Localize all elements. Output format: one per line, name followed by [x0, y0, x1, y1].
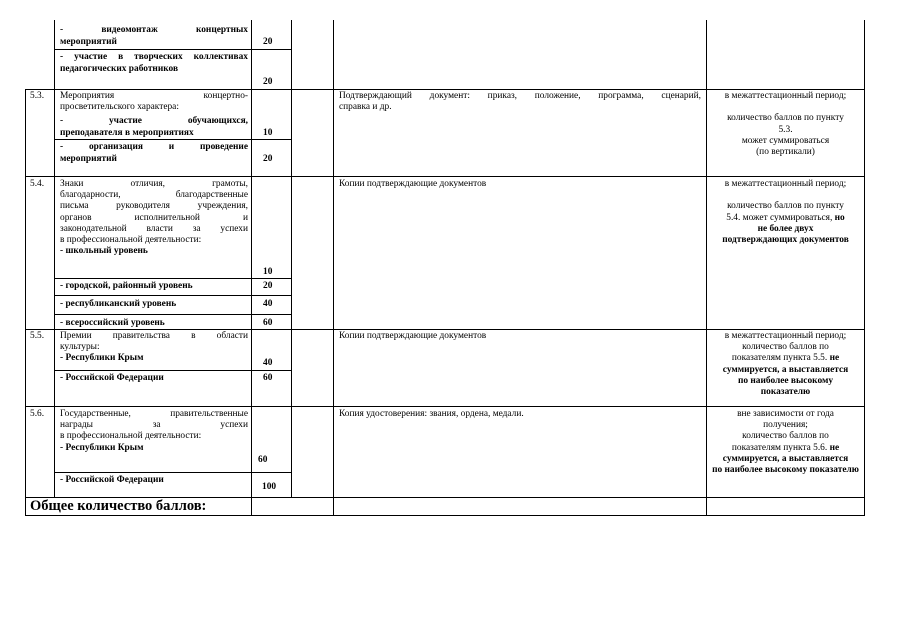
subrow-rule	[54, 49, 291, 50]
criterion-title: Мероприятия концертно- просветительского характера:	[60, 91, 248, 113]
col-rule	[864, 20, 865, 516]
points-value: 10	[263, 128, 273, 138]
col-rule	[706, 20, 707, 516]
scoring-note: в межаттестационный период; количество баллов по пункту 5.3. может суммироваться (по вертикали)	[724, 91, 847, 158]
points-value: 20	[263, 37, 273, 47]
criterion-text: - Российской Федерации	[60, 373, 164, 383]
confirmation-text: Копия удостоверения: звания, ордена, медали.	[339, 409, 524, 419]
criterion-title: Знаки отличия, грамоты, благодарности, благодарственные письма руководителя учреждения, органов исполнительной и законодательной власти за успехи в профессиональной деятельности: - школьный уровень	[60, 179, 248, 257]
points-value: 40	[263, 299, 273, 309]
points-value: 20	[263, 281, 273, 291]
points-value: 60	[258, 455, 268, 465]
criterion-text: - видеомонтаж концертных	[60, 25, 248, 35]
points-value: 10	[263, 267, 273, 277]
criterion-text: - Российской Федерации	[60, 475, 164, 485]
criterion-text: - республиканский уровень	[60, 299, 177, 309]
points-value: 40	[263, 358, 273, 368]
criterion-text: - участие обучающихся,	[60, 116, 248, 126]
points-value: 20	[263, 154, 273, 164]
row-rule	[25, 89, 865, 90]
criterion-title: Государственные, правительственные награды за успехи в профессиональной деятельности: - Республики Крым	[60, 409, 248, 453]
criterion-title: Премии правительства в области культуры: - Республики Крым	[60, 331, 248, 364]
subrow-rule	[54, 295, 291, 296]
col-rule	[333, 20, 334, 516]
col-rule	[25, 89, 26, 516]
points-value: 60	[263, 373, 273, 383]
criterion-text: мероприятий	[60, 37, 117, 47]
criterion-text: - организация и проведение	[60, 142, 248, 152]
confirmation-text: Копии подтверждающие документов	[339, 331, 487, 341]
row-rule	[25, 515, 865, 516]
subrow-rule	[54, 472, 291, 473]
confirmation-text: Подтверждающий документ: приказ, положение, программа, сценарий, справка и др.	[339, 91, 701, 113]
col-rule	[251, 20, 252, 516]
subrow-rule	[54, 370, 291, 371]
confirmation-text: Копии подтверждающие документов	[339, 179, 487, 189]
row-rule	[25, 406, 865, 407]
points-value: 100	[262, 482, 277, 492]
criterion-text: - городской, районный уровень	[60, 281, 193, 291]
row-rule	[25, 176, 865, 177]
section-number: 5.3.	[30, 91, 45, 101]
subrow-rule	[54, 278, 291, 279]
points-value: 60	[263, 318, 273, 328]
scoring-note: в межаттестационный период; количество баллов по пункту 5.4. может суммироваться, но не более двух подтверждающих документов	[722, 179, 849, 246]
criterion-text: мероприятий	[60, 154, 117, 164]
subrow-rule	[54, 314, 291, 315]
points-value: 20	[263, 77, 273, 87]
col-rule	[291, 20, 292, 497]
total-label: Общее количество баллов:	[30, 498, 207, 514]
scoring-note: вне зависимости от года получения; количество баллов по показателям пункта 5.6. не суммируется, а выставляется по наиболее высокому показателю	[712, 409, 859, 476]
col-rule	[54, 20, 55, 497]
scoring-note: в межаттестационный период; количество баллов по показателям пункта 5.5. не суммируется, а выставляется по наиболее высокому показателю	[722, 331, 849, 398]
section-number: 5.6.	[30, 409, 45, 419]
criterion-text: - всероссийский уровень	[60, 318, 165, 328]
section-number: 5.4.	[30, 179, 45, 189]
criterion-text: преподавателя в мероприятиях	[60, 128, 194, 138]
criterion-text: педагогических работников	[60, 64, 179, 74]
criterion-text: - участие в творческих коллективах	[60, 52, 248, 62]
section-number: 5.5.	[30, 331, 45, 341]
